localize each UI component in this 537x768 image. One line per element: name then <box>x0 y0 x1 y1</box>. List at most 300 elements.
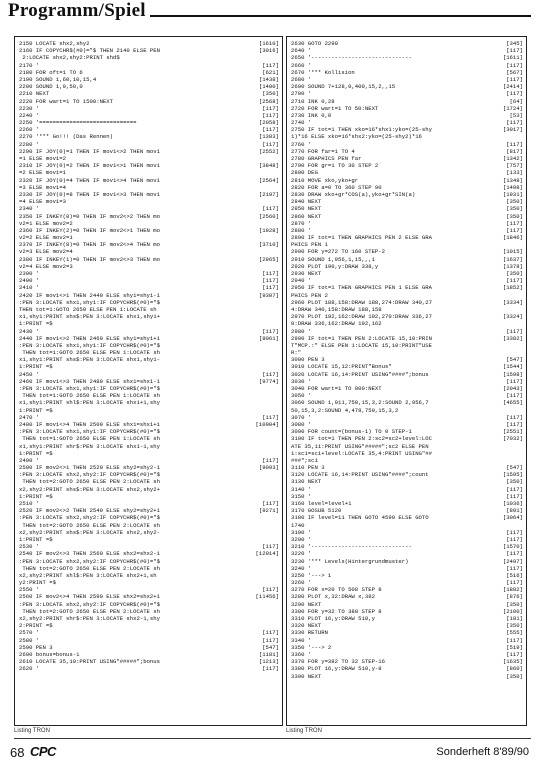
code-text: 3220 ' <box>291 550 312 558</box>
code-text: 2460 IF mov1<>3 THEN 2480 ELSE shx1=shx1-1 <box>19 377 160 385</box>
code-text: 2510 ' <box>19 500 40 507</box>
code-line <box>291 191 523 198</box>
code-text: 3330 RETURN <box>291 629 328 637</box>
code-text: x2,shy2:PRINT shl$:PEN 3:LOCATE shx2+1,sh <box>19 571 157 579</box>
code-line <box>19 399 279 406</box>
code-text: :PEN 3:LOCATE shx2,shy2:IF COPYCHR$(#0)="$ <box>19 557 160 565</box>
code-line <box>19 162 279 169</box>
code-line <box>291 227 523 234</box>
checksum: [860] <box>506 665 523 673</box>
code-text: 2580 ' <box>19 636 40 644</box>
code-text: 2530 ' <box>19 543 40 551</box>
code-line <box>291 593 523 600</box>
code-text: THEN tot=1:GOTO 2650 ELSE PEN 1:LOCATE sh <box>19 435 160 443</box>
checksum: [2197] <box>258 190 279 198</box>
checksum: [4655] <box>502 399 523 407</box>
checksum: [117] <box>506 226 523 234</box>
code-line <box>291 47 523 54</box>
code-line <box>291 471 523 478</box>
checksum: [117] <box>262 126 279 134</box>
code-text: :PEN 3:LOCATE shx1,shy1:IF COPYCHR$(#0)="$ <box>19 341 160 349</box>
code-text: 2750 IF tot=1 THEN xko=16*shx1:yko=(25-shy <box>291 126 432 134</box>
code-text: 2720 FOR wart=1 TO 50:NEXT <box>291 104 379 112</box>
code-line <box>19 141 279 148</box>
code-line <box>291 184 523 191</box>
code-line <box>291 320 523 327</box>
code-line <box>19 320 279 327</box>
checksum: [3710] <box>258 241 279 249</box>
code-line <box>291 342 523 349</box>
code-text: 2850 NEXT <box>291 205 322 213</box>
code-line <box>19 543 279 550</box>
checksum: [757] <box>506 162 523 170</box>
checksum: [555] <box>506 629 523 637</box>
checksum: [117] <box>506 535 523 543</box>
code-line <box>19 349 279 356</box>
checksum: [117] <box>506 119 523 127</box>
code-text: 3350 '---> 2 <box>291 643 332 651</box>
code-line <box>19 227 279 234</box>
code-text: 2960 PLOT 188,158:DRAW 188,274:DRAW 340,27 <box>291 298 432 306</box>
code-text: 1740 <box>291 521 305 529</box>
checksum: [2497] <box>502 557 523 565</box>
checksum: [1213] <box>258 658 279 666</box>
code-text: THEN tot=1:GOTO 2650 ELSE PEN 1:LOCATE sh <box>19 349 160 357</box>
code-text: 2170 ' <box>19 61 40 69</box>
code-text: 1:PRINT =$ <box>19 406 53 414</box>
checksum: [117] <box>262 665 279 673</box>
code-text: 2870 ' <box>291 219 312 227</box>
code-line <box>19 565 279 572</box>
code-text: :PEN 3:LOCATE shx1,shy1:IF COPYCHR$(#0)="$ <box>19 298 160 306</box>
code-line <box>291 622 523 629</box>
code-text: 1:sc1=sc1+level:LOCATE 35,4:PRINT USING"## <box>291 449 432 457</box>
code-text: 2290 IF JOY(0)=1 THEN IF mov1<>2 THEN mov1 <box>19 147 160 155</box>
code-text: 2810 MOVE xko,yko+gr <box>291 176 359 184</box>
checksum: [117] <box>506 636 523 644</box>
code-line <box>291 241 523 248</box>
code-line <box>291 601 523 608</box>
code-line <box>291 263 523 270</box>
checksum: [547] <box>262 643 279 651</box>
code-line <box>19 313 279 320</box>
code-text: 3200 ' <box>291 535 312 543</box>
checksum: [567] <box>506 68 523 76</box>
checksum: [1846] <box>502 234 523 242</box>
code-line <box>19 177 279 184</box>
code-text: 2210 NEXT <box>19 90 50 98</box>
code-text: 3080 ' <box>291 420 312 428</box>
checksum: [117] <box>506 140 523 148</box>
code-text: 2880 ' <box>291 226 312 234</box>
code-line <box>291 644 523 651</box>
code-line <box>291 126 523 133</box>
code-text: 1:PRINT =$ <box>19 363 53 371</box>
code-text: 1:PRINT =$ <box>19 449 53 457</box>
code-text: v2=2 ELSE mov2=1 <box>19 234 73 242</box>
code-line <box>291 54 523 61</box>
code-text: THEN tot=2:GOTO 2650 ELSE PEN 2:LOCATE sh <box>19 564 160 572</box>
code-line <box>19 356 279 363</box>
code-line <box>19 593 279 600</box>
code-line <box>19 213 279 220</box>
checksum: [1598] <box>502 370 523 378</box>
code-text: 2400 ' <box>19 277 40 285</box>
code-line <box>19 514 279 521</box>
checksum: [117] <box>506 377 523 385</box>
code-line <box>19 536 279 543</box>
code-text: 2700 ' <box>291 90 312 98</box>
code-line <box>19 601 279 608</box>
code-text: 2500 IF mov2<>1 THEN 2520 ELSE shy2=shy2-1 <box>19 464 160 472</box>
checksum: [117] <box>506 528 523 536</box>
code-line <box>291 270 523 277</box>
code-line <box>19 105 279 112</box>
code-text: 2250 '============================= <box>19 119 137 127</box>
checksum: [117] <box>506 327 523 335</box>
code-text: 3300 FOR y=32 TO 380 STEP 8 <box>291 607 382 615</box>
code-text: 2680 ' <box>291 75 312 83</box>
code-text: 2640 ' <box>291 47 312 55</box>
code-line <box>19 205 279 212</box>
checksum: [117] <box>262 140 279 148</box>
code-line <box>291 486 523 493</box>
code-line <box>19 572 279 579</box>
checksum: [117] <box>506 47 523 55</box>
checksum: [1882] <box>502 586 523 594</box>
code-line <box>291 457 523 464</box>
checksum: [1544] <box>502 363 523 371</box>
code-text: 2160 IF COPYCHR$(#0)="$ THEN 2140 ELSE PEN <box>19 47 160 55</box>
code-line <box>291 162 523 169</box>
code-text: 2360 IF INKEY(2)=0 THEN IF mov2<>1 THEN mo <box>19 226 160 234</box>
code-text: 2220 FOR wart=1 TO 1500:NEXT <box>19 97 113 105</box>
code-line <box>291 385 523 392</box>
code-text: 2660 ' <box>291 61 312 69</box>
code-text: 2670 '*** Kollision <box>291 68 355 76</box>
checksum: [2560] <box>258 212 279 220</box>
checksum: [2551] <box>502 428 523 436</box>
checksum: [2552] <box>258 147 279 155</box>
checksum: [1036] <box>502 500 523 507</box>
code-text: 2790 FOR gr=1 TO 30 STEP 2 <box>291 162 379 170</box>
code-line <box>291 565 523 572</box>
code-line <box>19 184 279 191</box>
code-line <box>19 493 279 500</box>
code-text: 2970 PLOT 192,162:DRAW 192,270:DRAW 336,27 <box>291 313 432 321</box>
code-text: 2830 DRAW xko+gr*COS(a),yko+gr*SIN(a) <box>291 190 416 198</box>
checksum: [1595] <box>502 471 523 479</box>
code-text: 3290 NEXT <box>291 600 322 608</box>
code-text: 0:DRAW 336,162:DRAW 192,162 <box>291 320 382 328</box>
code-text: =4 ELSE mov1=3 <box>19 198 66 206</box>
code-line <box>19 40 279 47</box>
checksum: [117] <box>262 327 279 335</box>
code-text: 2860 NEXT <box>291 212 322 220</box>
code-text: THEN tot=2:GOTO 2650 ELSE PEN 2:LOCATE sh <box>19 478 160 486</box>
code-line <box>291 493 523 500</box>
checksum: [3064] <box>502 514 523 522</box>
code-text: 3260 ' <box>291 579 312 587</box>
code-line <box>19 328 279 335</box>
code-line <box>19 428 279 435</box>
checksum: [2568] <box>258 97 279 105</box>
code-line <box>291 572 523 579</box>
code-text: 3390 NEXT <box>291 672 322 680</box>
checksum: [117] <box>262 205 279 213</box>
checksum: [117] <box>262 586 279 594</box>
code-text: 2800 DEG <box>291 169 318 177</box>
checksum: [10904] <box>255 420 279 428</box>
code-line <box>291 148 523 155</box>
code-line <box>19 256 279 263</box>
code-line <box>291 478 523 485</box>
checksum: [2564] <box>258 176 279 184</box>
code-line <box>291 133 523 140</box>
code-line <box>19 47 279 54</box>
checksum: [53] <box>509 111 523 119</box>
code-line <box>19 90 279 97</box>
checksum: [621] <box>262 68 279 76</box>
code-text: 2990 IF tot=1 THEN PEN 2:LOCATE 15,10:PRIN <box>291 334 432 342</box>
code-line <box>291 169 523 176</box>
checksum: [350] <box>262 90 279 98</box>
checksum: [1342] <box>502 155 523 162</box>
code-line <box>19 443 279 450</box>
code-text: 2710 INK 0,28 <box>291 97 335 105</box>
code-line <box>291 220 523 227</box>
code-line <box>291 637 523 644</box>
checksum: [1015] <box>502 248 523 256</box>
checksum: [9774] <box>258 377 279 385</box>
code-line <box>291 62 523 69</box>
checksum: [117] <box>262 370 279 378</box>
code-line <box>291 529 523 536</box>
checksum: [2043] <box>502 385 523 392</box>
code-line <box>291 363 523 370</box>
code-text: 3050 ' <box>291 392 312 400</box>
code-line <box>19 529 279 536</box>
code-text: 2630 GOTO 2290 <box>291 40 338 47</box>
code-text: 3140 ' <box>291 485 312 493</box>
checksum: [3334] <box>502 298 523 306</box>
code-line <box>291 371 523 378</box>
checksum: [1383] <box>258 133 279 141</box>
code-line <box>19 241 279 248</box>
checksum: [117] <box>262 277 279 285</box>
code-line <box>291 514 523 521</box>
code-text: 2890 IF tot=1 THEN GRAPHICS PEN 2 ELSE GRA <box>291 234 432 242</box>
code-line <box>19 579 279 586</box>
code-text: THEN tot=1:GOTO 2650 ELSE PEN 1:LOCATE sh <box>19 305 157 313</box>
code-line <box>19 234 279 241</box>
checksum: [345] <box>506 40 523 47</box>
code-line <box>291 399 523 406</box>
code-text: 1:PRINT =$ <box>19 320 53 328</box>
checksum: [350] <box>506 198 523 206</box>
code-text: PHICS PEN 2 <box>291 291 328 299</box>
code-line <box>19 385 279 392</box>
code-line <box>19 119 279 126</box>
code-text: 2390 ' <box>19 270 40 277</box>
code-text: 2840 NEXT <box>291 198 322 206</box>
code-text: 2270 '*** Go!!! (Das Rennen) <box>19 133 113 141</box>
code-text: 2940 ' <box>291 277 312 285</box>
code-text: 3370 FOR y=382 TO 32 STEP-16 <box>291 658 385 666</box>
code-line <box>291 550 523 557</box>
checksum: [117] <box>506 485 523 493</box>
code-text: 3100 IF tot=1 THEN PEN 2:sc2=sc2+level:LOC <box>291 435 432 443</box>
checksum: [350] <box>506 600 523 608</box>
code-line <box>19 148 279 155</box>
checksum: [12014] <box>255 550 279 558</box>
code-text: 3110 PEN 3 <box>291 464 325 472</box>
code-line <box>291 435 523 442</box>
code-line <box>291 40 523 47</box>
checksum: [117] <box>262 61 279 69</box>
code-text: 3190 ' <box>291 528 312 536</box>
code-text: 2770 FOR far=1 TO 4 <box>291 147 355 155</box>
code-text: 2550 ' <box>19 586 40 594</box>
code-text: :PEN 3:LOCATE shx2,shy2:IF COPYCHR$(#0)="$ <box>19 514 160 522</box>
checksum: [1928] <box>258 226 279 234</box>
checksum: [3324] <box>502 313 523 321</box>
code-text: 2570 ' <box>19 629 40 637</box>
code-text: 3270 FOR x=20 TO 508 STEP 8 <box>291 586 382 594</box>
code-line <box>291 464 523 471</box>
checksum: [117] <box>506 564 523 572</box>
code-text: 2920 PLOT 190,y:DRAW 338,y <box>291 262 379 270</box>
code-text: 2620 ' <box>19 665 40 673</box>
code-text: 2260 ' <box>19 126 40 134</box>
code-line <box>19 608 279 615</box>
code-text: THEN tot=1:GOTO 2650 ELSE PEN 1:LOCATE sh <box>19 392 160 400</box>
code-text: 2610 LOCATE 35,19:PRINT USING"#####";bonus <box>19 658 160 666</box>
code-line <box>291 213 523 220</box>
checksum: [3016] <box>258 47 279 55</box>
checksum: [350] <box>506 478 523 486</box>
code-line <box>19 277 279 284</box>
checksum: [117] <box>262 104 279 112</box>
code-line <box>291 522 523 529</box>
code-line <box>291 356 523 363</box>
code-line <box>291 378 523 385</box>
checksum: [1637] <box>502 255 523 263</box>
code-text: x1,shy1:PRINT shl$:PEN 3:LOCATE shx1+1,shy <box>19 399 160 407</box>
code-line <box>19 421 279 428</box>
code-text: 2590 PEN 3 <box>19 643 53 651</box>
code-line <box>291 349 523 356</box>
checksum: [11456] <box>255 593 279 601</box>
code-line <box>291 335 523 342</box>
code-line <box>19 500 279 507</box>
checksum: [2100] <box>502 607 523 615</box>
code-line <box>19 83 279 90</box>
code-line <box>291 177 523 184</box>
code-line <box>19 112 279 119</box>
code-text: 2950 IF tot=1 THEN GRAPHICS PEN 1 ELSE GRA <box>291 284 432 292</box>
code-line <box>19 363 279 370</box>
checksum: [1348] <box>502 176 523 184</box>
code-line <box>291 90 523 97</box>
code-text: 2280 ' <box>19 140 40 148</box>
code-text: 2240 ' <box>19 111 40 119</box>
checksum: [1852] <box>502 284 523 292</box>
checksum: [117] <box>506 492 523 500</box>
code-line <box>291 665 523 672</box>
checksum: [2058] <box>258 119 279 127</box>
checksum: [9093] <box>258 464 279 472</box>
listing-caption-left: Listing TRON <box>14 728 50 734</box>
checksum: [117] <box>262 270 279 277</box>
checksum: [117] <box>262 500 279 507</box>
code-text: 3310 PLOT 16,y:DRAW 510,y <box>291 615 375 622</box>
code-line <box>291 234 523 241</box>
code-text: 2380 IF INKEY(1)=0 THEN IF mov2<>3 THEN mo <box>19 255 160 263</box>
code-text: 1)*16 ELSE xko=16*shx2:yko=(25-shy2)*16 <box>291 133 422 141</box>
code-line <box>291 392 523 399</box>
checksum: [350] <box>506 622 523 630</box>
checksum: [350] <box>506 270 523 277</box>
checksum: [117] <box>262 284 279 292</box>
code-line <box>19 464 279 471</box>
code-line <box>19 471 279 478</box>
magazine-logo: CPC <box>30 744 56 759</box>
code-text: THEN tot=2:GOTO 2650 ELSE PEN 2:LOCATE sh <box>19 607 160 615</box>
checksum: [117] <box>506 650 523 658</box>
code-line <box>291 543 523 550</box>
code-line <box>19 622 279 629</box>
page-number: 68 <box>10 745 25 760</box>
checksum: [350] <box>506 672 523 680</box>
code-text: 4:DRAW 340,158:DRAW 188,158 <box>291 305 382 313</box>
code-text: 1:PRINT =$ <box>19 492 53 500</box>
code-line <box>19 644 279 651</box>
checksum: [9307] <box>258 291 279 299</box>
code-text: 3070 ' <box>291 413 312 421</box>
code-text: 2650 '------------------------------ <box>291 54 412 62</box>
code-text: 3360 ' <box>291 650 312 658</box>
code-line <box>19 69 279 76</box>
code-text: 2:LOCATE shx2,shy2:PRINT shd$ <box>19 54 120 62</box>
code-text: v2=3 ELSE mov2=4 <box>19 248 73 256</box>
code-text: 2520 IF mov2<>2 THEN 2540 ELSE shy2=shy2+1 <box>19 507 160 515</box>
code-text: PHICS PEN 1 <box>291 241 328 249</box>
code-text: 2370 IF INKEY(8)=0 THEN IF mov2<>4 THEN mo <box>19 241 160 249</box>
code-text: x1,shy1:PRINT shr$:PEN 3:LOCATE shx1-1,shy <box>19 442 160 450</box>
code-line <box>19 658 279 665</box>
code-line <box>291 284 523 291</box>
code-line <box>291 536 523 543</box>
code-line <box>19 76 279 83</box>
code-text: 3340 ' <box>291 636 312 644</box>
checksum: [350] <box>506 205 523 213</box>
code-text: 2930 NEXT <box>291 270 322 277</box>
code-line <box>291 586 523 593</box>
code-line <box>291 443 523 450</box>
checksum: [117] <box>262 413 279 421</box>
code-line <box>19 270 279 277</box>
code-line <box>291 615 523 622</box>
code-text: 3230 '*** Levels(Hintergrundmuster) <box>291 557 409 565</box>
checksum: [1400] <box>258 83 279 91</box>
code-line <box>291 76 523 83</box>
code-line <box>291 579 523 586</box>
code-line <box>291 155 523 162</box>
checksum: [117] <box>506 579 523 587</box>
code-line <box>291 421 523 428</box>
code-text: 2600 bonus=bonus-1 <box>19 650 80 658</box>
